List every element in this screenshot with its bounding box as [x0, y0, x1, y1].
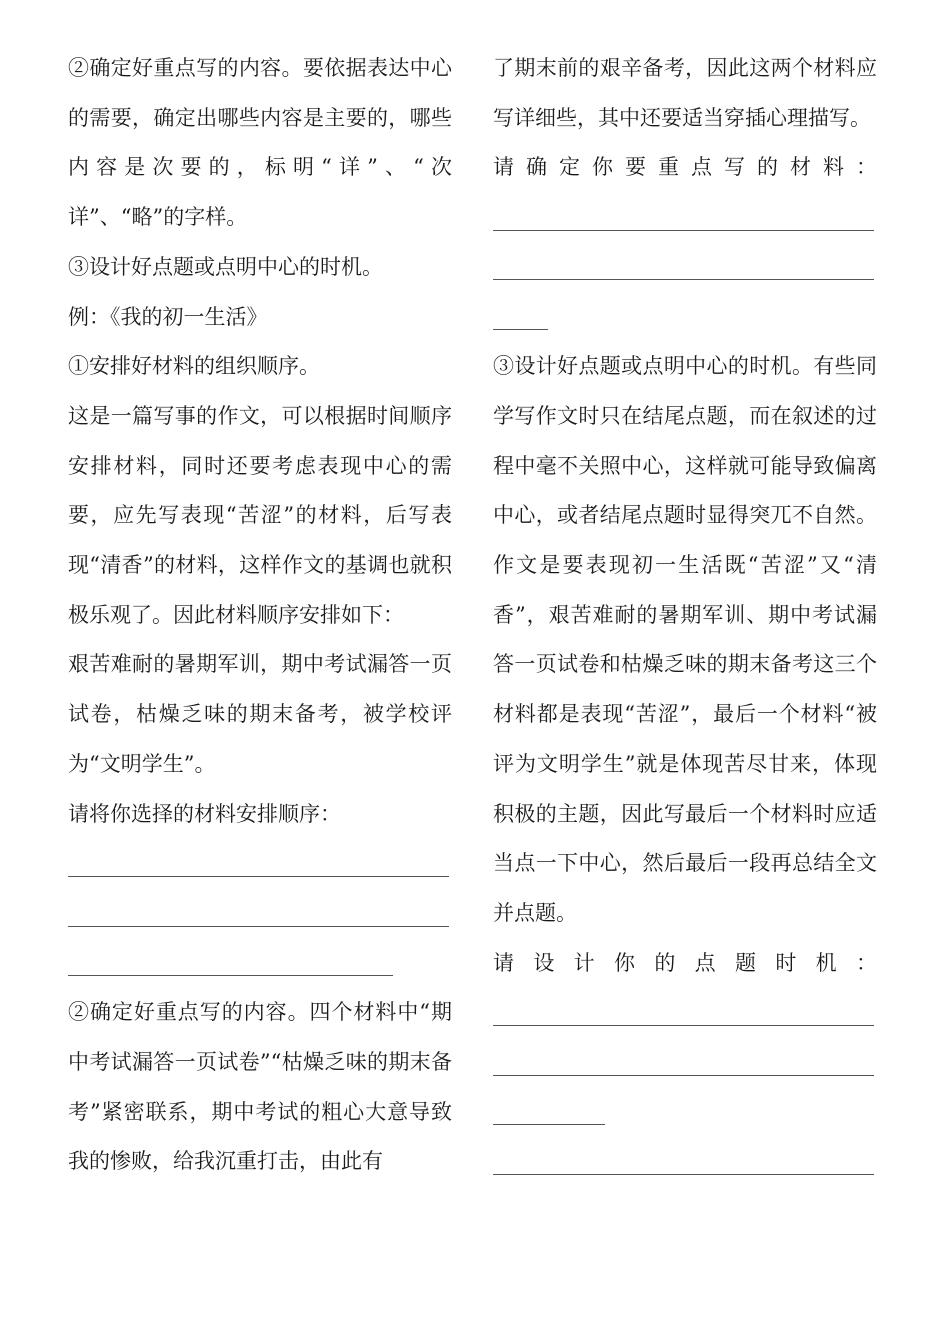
explanation-emphasis: ②确定好重点写的内容。四个材料中“期中考试漏答一页试卷”“枯燥乏味的期末备考”紧密联系，期中考试的粗心大意导致我的惨败，给我沉重打击，由此有	[68, 1000, 452, 1174]
explanation-theme-timing: ③设计好点题或点明中心的时机。有些同学写作文时只在结尾点题，而在叙述的过程中毫不关照中心，这样就可能导致偏离中心，或者结尾点题时显得突兀不自然。作文是要表现初一生活既“苦涩”又“清香”，艰苦难耐的暑期军训、期中考试漏答一页试卷和枯燥乏味的期末备考这三个材料都是表现“苦涩”，最后一个材料“被评为文明学生”就是体现苦尽甘来，体现积极的主题，因此写最后一个材料时应适当点一下中心，然后最后一段再总结全文并点题。	[493, 354, 877, 925]
material-list: 艰苦难耐的暑期军训，期中考试漏答一页试卷，枯燥乏味的期末备考，被学校评为“文明学生”。	[68, 652, 452, 776]
answer-line[interactable]	[493, 292, 877, 342]
answer-line[interactable]	[68, 839, 452, 889]
section-theme-timing: ③设计好点题或点明中心的时机。	[68, 254, 383, 279]
explanation-material-order: 这是一篇写事的作文，可以根据时间顺序安排材料，同时还要考虑表现中心的需要，应先写表现“苦涩”的材料，后写表现“清香”的材料，这样作文的基调也就积极乐观了。因此材料顺序安排如下：	[68, 403, 452, 627]
answer-line[interactable]	[493, 1137, 877, 1187]
answer-line[interactable]	[68, 939, 452, 989]
answer-line[interactable]	[493, 1088, 877, 1138]
step-material-order: ①安排好材料的组织顺序。	[68, 354, 320, 379]
answer-line[interactable]	[493, 1038, 877, 1088]
prompt-emphasis: 请确定你要重点写的材料：	[493, 155, 877, 180]
right-column	[493, 44, 877, 1187]
prompt-order: 请将你选择的材料安排顺序：	[68, 801, 341, 826]
section-emphasis-content: ②确定好重点写的内容。要依据表达中心的需要，确定出哪些内容是主要的，哪些内容是次要的，标明“详”、“次详”、“略”的字样。	[68, 56, 452, 230]
answer-line[interactable]	[493, 988, 877, 1038]
answer-line[interactable]	[68, 889, 452, 939]
prompt-theme-timing: 请设计你的点题时机：	[493, 950, 877, 975]
answer-line[interactable]	[493, 193, 877, 243]
explanation-emphasis-continued: 了期末前的艰辛备考，因此这两个材料应写详细些，其中还要适当穿插心理描写。	[493, 56, 877, 130]
answer-line[interactable]	[493, 243, 877, 293]
example-title: 例：《我的初一生活》	[68, 304, 268, 329]
left-column	[68, 44, 452, 1187]
